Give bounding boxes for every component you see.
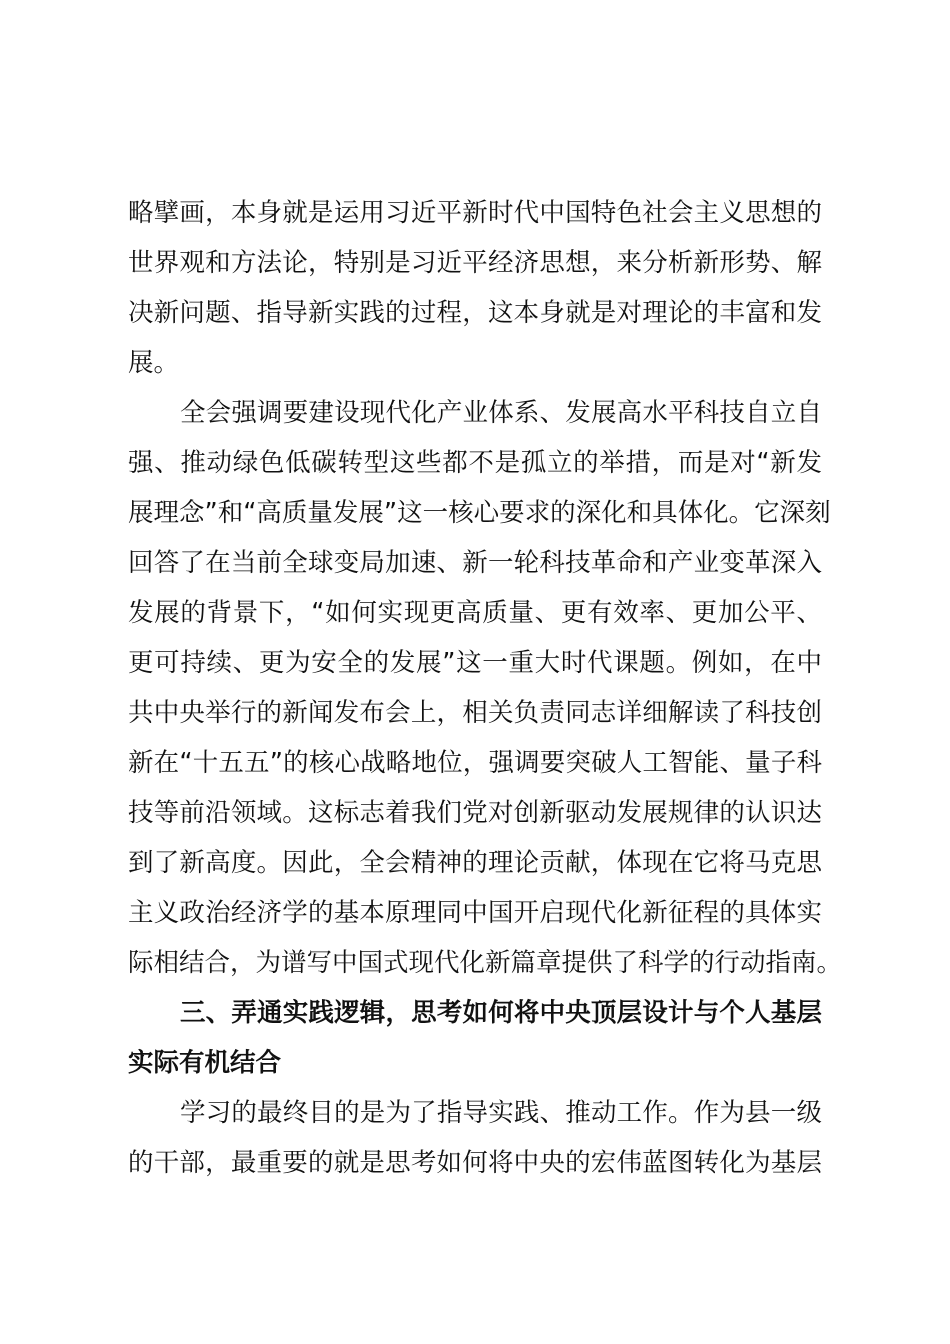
paragraph-line: 世界观和方法论，特别是习近平经济思想，来分析新形势、解 xyxy=(128,248,822,278)
paragraph-line: 际相结合，为谱写中国式现代化新篇章提供了科学的行动指南。 xyxy=(128,948,843,978)
paragraph-line: 强、推动绿色低碳转型这些都不是孤立的举措，而是对“新发 xyxy=(128,448,822,478)
paragraph-line: 学习的最终目的是为了指导实践、推动工作。作为县一级 xyxy=(180,1098,822,1128)
paragraph-line: 略擘画，本身就是运用习近平新时代中国特色社会主义思想的 xyxy=(128,198,822,228)
paragraph-line: 发展的背景下，“如何实现更高质量、更有效率、更加公平、 xyxy=(128,598,822,628)
paragraph-line: 决新问题、指导新实践的过程，这本身就是对理论的丰富和发 xyxy=(128,298,822,328)
section-heading-line: 三、弄通实践逻辑，思考如何将中央顶层设计与个人基层 xyxy=(180,998,822,1028)
paragraph-line: 的干部，最重要的就是思考如何将中央的宏伟蓝图转化为基层 xyxy=(128,1148,822,1178)
paragraph-line: 主义政治经济学的基本原理同中国开启现代化新征程的具体实 xyxy=(128,898,822,928)
paragraph-line: 更可持续、更为安全的发展”这一重大时代课题。例如，在中 xyxy=(128,648,822,678)
paragraph-line: 展理念”和“高质量发展”这一核心要求的深化和具体化。它深刻 xyxy=(128,498,831,528)
section-heading-line: 实际有机结合 xyxy=(128,1048,282,1078)
paragraph-line: 技等前沿领域。这标志着我们党对创新驱动发展规律的认识达 xyxy=(128,798,822,828)
paragraph-line: 回答了在当前全球变局加速、新一轮科技革命和产业变革深入 xyxy=(128,548,822,578)
paragraph-line: 展。 xyxy=(128,348,180,378)
paragraph-line: 全会强调要建设现代化产业体系、发展高水平科技自立自 xyxy=(180,398,822,428)
paragraph-line: 共中央举行的新闻发布会上，相关负责同志详细解读了科技创 xyxy=(128,698,822,728)
paragraph-line: 到了新高度。因此，全会精神的理论贡献，体现在它将马克思 xyxy=(128,848,822,878)
paragraph-line: 新在“十五五”的核心战略地位，强调要突破人工智能、量子科 xyxy=(128,748,822,778)
